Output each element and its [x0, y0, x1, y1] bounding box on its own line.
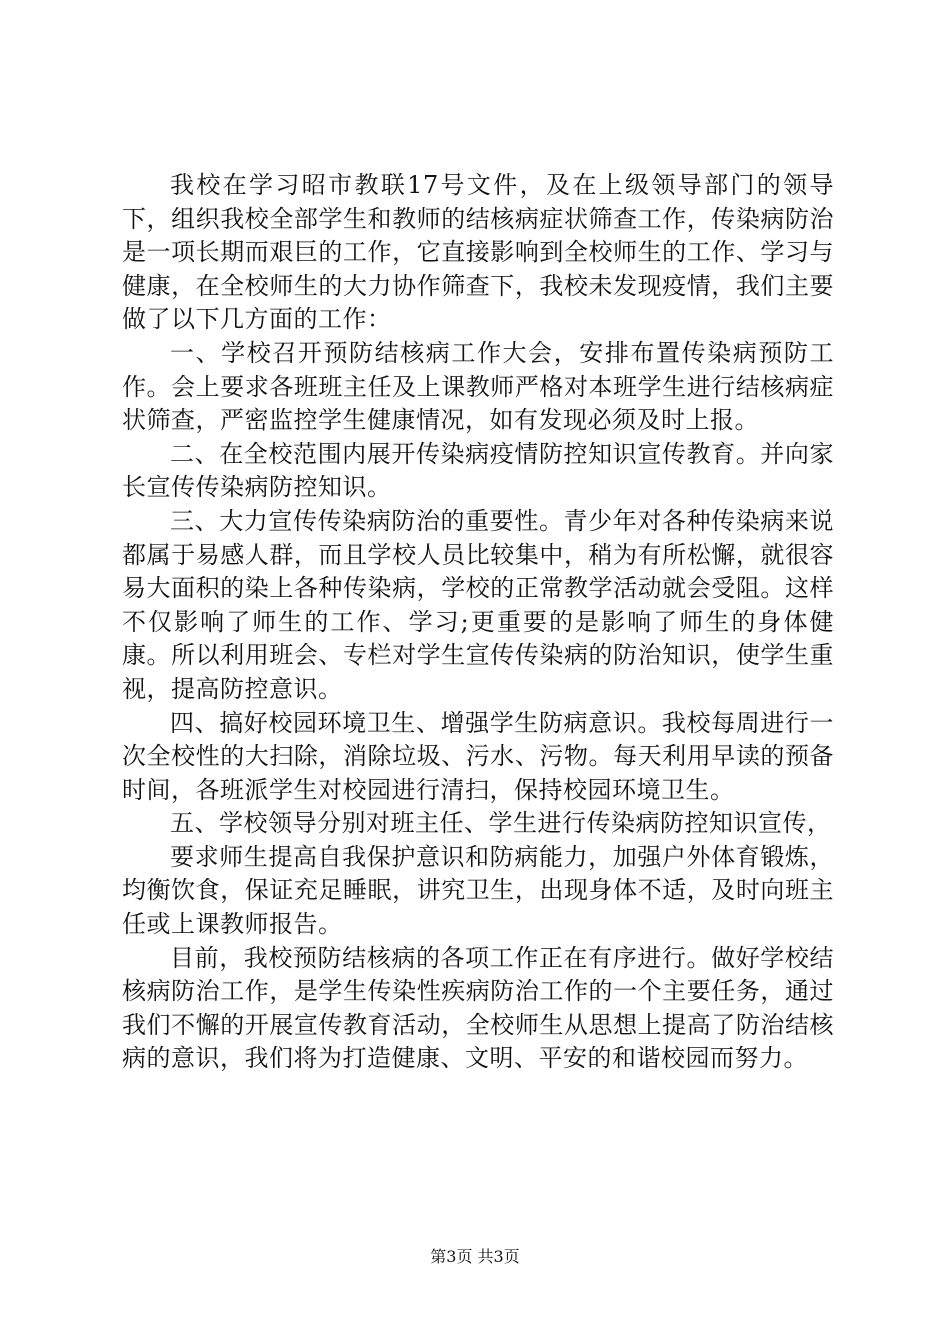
- document-body: [122, 169, 834, 1076]
- paragraph-item-5: 五、学校领导分别对班主任、学生进行传染病防控知识宣传，: [170, 809, 832, 838]
- paragraph-requirements: 要求师生提高自我保护意识和防病能力，加强户外体育锻炼，均衡饮食，保证充足睡眠，讲究卫生，出现身体不适，及时向班主任或上课教师报告。: [122, 842, 834, 939]
- paragraph-item-4: 四、搞好校园环境卫生、增强学生防病意识。我校每周进行一次全校性的大扫除，消除垃圾、污水、污物。每天利用早读的预备时间，各班派学生对校园进行清扫，保持校园环境卫生。: [122, 708, 834, 804]
- paragraph-item-3: 三、大力宣传传染病防治的重要性。青少年对各种传染病来说都属于易感人群，而且学校人员比较集中，稍为有所松懈，就很容易大面积的染上各种传染病，学校的正常教学活动就会受阻。这样不仅影响了师生的工作、学习;更重要的是影响了师生的身体健康。所以利用班会、专栏对学生宣传传染病的防治知识，使学生重视，提高防控意识。: [122, 506, 834, 703]
- page-footer: 第3页 共3页: [430, 1247, 520, 1266]
- paragraph-intro: 我校在学习昭市教联17号文件，及在上级领导部门的领导下，组织我校全部学生和教师的结核病症状筛查工作，传染病防治是一项长期而艰巨的工作，它直接影响到全校师生的工作、学习与健康，在全校师生的大力协作筛查下，我校未发现疫情，我们主要做了以下几方面的工作：: [122, 171, 834, 334]
- paragraph-item-1: 一、学校召开预防结核病工作大会，安排布置传染病预防工作。会上要求各班班主任及上课教师严格对本班学生进行结核病症状筛查，严密监控学生健康情况，如有发现必须及时上报。: [122, 338, 834, 435]
- paragraph-conclusion: 目前，我校预防结核病的各项工作正在有序进行。做好学校结核病防治工作，是学生传染性疾病防治工作的一个主要任务，通过我们不懈的开展宣传教育活动，全校师生从思想上提高了防治结核病的意识，我们将为打造健康、文明、平安的和谐校园而努力。: [122, 943, 834, 1073]
- paragraph-item-2: 二、在全校范围内展开传染病疫情防控知识宣传教育。并向家长宣传传染病防控知识。: [122, 439, 834, 502]
